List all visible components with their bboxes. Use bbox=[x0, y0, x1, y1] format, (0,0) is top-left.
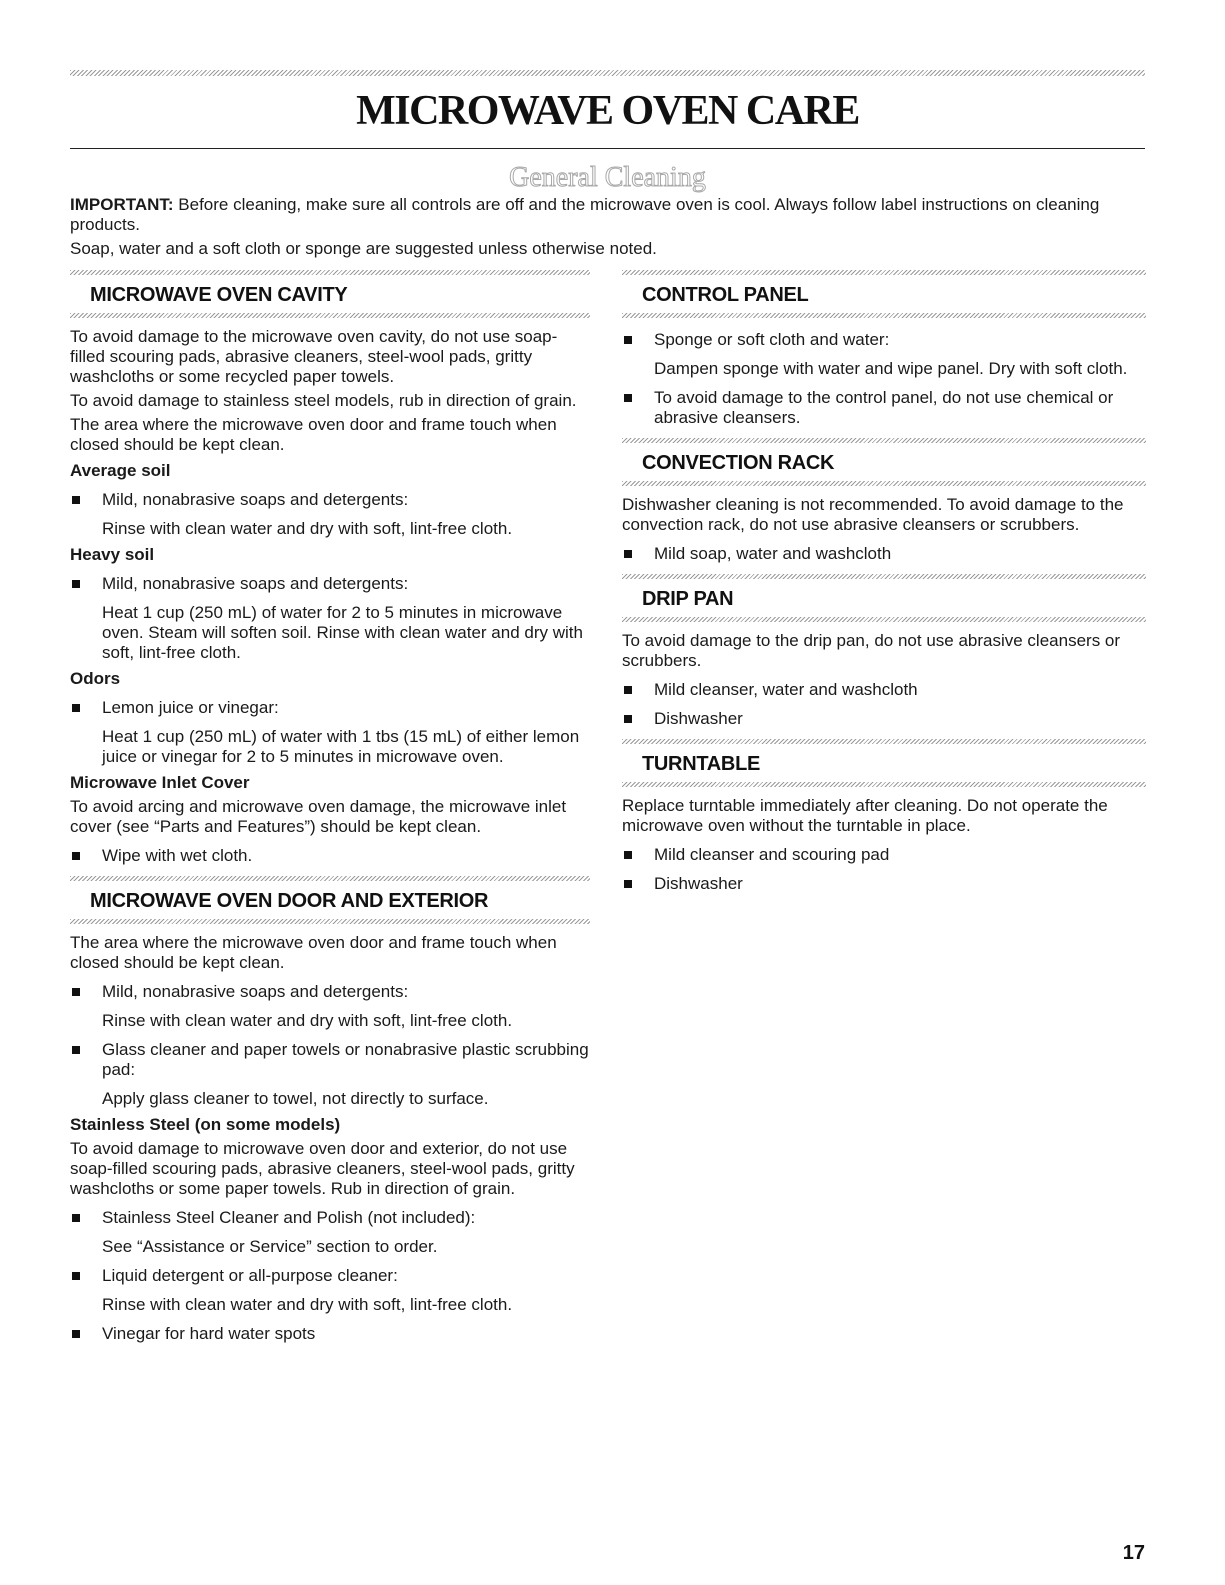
bullet-text: Dishwasher bbox=[654, 874, 743, 893]
bullet-text: Glass cleaner and paper towels or nonabrasive plastic scrubbing pad: bbox=[102, 1040, 589, 1079]
inlet-cover-text: To avoid arcing and microwave oven damage, the microwave inlet cover (see “Parts and Features”) should be kept clean. bbox=[70, 797, 567, 836]
convection-rack-heading: CONVECTION RACK bbox=[642, 452, 835, 474]
bullet-square-icon bbox=[72, 580, 80, 588]
bullet-square-icon bbox=[72, 1214, 80, 1222]
drip-pan-heading: DRIP PAN bbox=[642, 588, 734, 610]
bullet-square-icon bbox=[72, 1272, 80, 1280]
cavity-paragraph-2: To avoid damage to stainless steel models, rub in direction of grain. bbox=[70, 391, 577, 410]
right-column bbox=[622, 270, 1146, 894]
list-item bbox=[622, 680, 1146, 700]
list-item bbox=[622, 330, 1146, 350]
list-item bbox=[70, 1324, 590, 1344]
bullet-text: Vinegar for hard water spots bbox=[102, 1324, 316, 1343]
list-item bbox=[70, 846, 590, 866]
turntable-heading: TURNTABLE bbox=[642, 753, 761, 775]
page-number: 17 bbox=[1122, 1542, 1145, 1564]
control-panel-section-header bbox=[622, 270, 1146, 318]
bullet-detail: See “Assistance or Service” section to order. bbox=[102, 1237, 438, 1256]
stainless-text: To avoid damage to microwave oven door and exterior, do not use soap-filled scouring pads, abrasive cleaners, steel-wool pads, gritty washcloths or some paper towels. Rub in direction of grain. bbox=[70, 1139, 575, 1198]
list-item bbox=[70, 490, 590, 510]
bullet-text: Stainless Steel Cleaner and Polish (not included): bbox=[102, 1208, 476, 1227]
bullet-text: Mild cleanser, water and washcloth bbox=[654, 680, 918, 699]
bullet-text: Dishwasher bbox=[654, 709, 743, 728]
header-band-bottom bbox=[622, 617, 1146, 622]
list-item bbox=[622, 709, 1146, 729]
stainless-heading: Stainless Steel (on some models) bbox=[70, 1115, 341, 1134]
title-rule bbox=[70, 148, 1145, 149]
important-text: Before cleaning, make sure all controls are off and the microwave oven is cool. Always follow label instructions on cleaning products. bbox=[70, 195, 1100, 234]
door-heading: MICROWAVE OVEN DOOR AND EXTERIOR bbox=[90, 890, 489, 912]
list-item bbox=[622, 874, 1146, 894]
door-section-header bbox=[70, 876, 590, 924]
header-band-bottom bbox=[622, 782, 1146, 787]
list-item bbox=[622, 544, 1146, 564]
cavity-section-header bbox=[70, 270, 590, 318]
bullet-square-icon bbox=[624, 851, 632, 859]
section-title: General Cleaning bbox=[509, 162, 706, 193]
cavity-paragraph-3: The area where the microwave oven door and frame touch when closed should be kept clean. bbox=[70, 415, 557, 454]
convection-rack-section-header bbox=[622, 438, 1146, 486]
bullet-square-icon bbox=[72, 988, 80, 996]
important-label: IMPORTANT: bbox=[70, 195, 174, 214]
bullet-detail: Rinse with clean water and dry with soft, lint-free cloth. bbox=[102, 519, 513, 538]
page-title: MICROWAVE OVEN CARE bbox=[356, 88, 859, 134]
average-soil-heading: Average soil bbox=[70, 461, 171, 480]
turntable-section-header bbox=[622, 739, 1146, 787]
bullet-square-icon bbox=[624, 394, 632, 402]
bullet-text: Mild cleanser and scouring pad bbox=[654, 845, 890, 864]
bullet-square-icon bbox=[624, 715, 632, 723]
bullet-text: Mild, nonabrasive soaps and detergents: bbox=[102, 574, 409, 593]
header-band-bottom bbox=[70, 919, 590, 924]
drip-pan-section-header bbox=[622, 574, 1146, 622]
bullet-square-icon bbox=[624, 550, 632, 558]
soap-note: Soap, water and a soft cloth or sponge are suggested unless otherwise noted. bbox=[70, 239, 657, 258]
drip-pan-paragraph: To avoid damage to the drip pan, do not use abrasive cleansers or scrubbers. bbox=[622, 631, 1121, 670]
bullet-square-icon bbox=[72, 704, 80, 712]
bullet-text: To avoid damage to the control panel, do not use chemical or abrasive cleansers. bbox=[654, 388, 1114, 427]
bullet-text: Mild, nonabrasive soaps and detergents: bbox=[102, 982, 409, 1001]
bullet-square-icon bbox=[624, 880, 632, 888]
bullet-detail: Apply glass cleaner to towel, not directly to surface. bbox=[102, 1089, 489, 1108]
section-gap bbox=[622, 729, 1146, 739]
section-gap bbox=[622, 428, 1146, 438]
cavity-paragraph-1: To avoid damage to the microwave oven cavity, do not use soap-filled scouring pads, abrasive cleaners, steel-wool pads, gritty washcloths or some recycled paper towels. bbox=[70, 327, 558, 386]
left-column bbox=[70, 270, 590, 1344]
list-item bbox=[70, 982, 590, 1002]
section-gap bbox=[622, 564, 1146, 574]
odors-heading: Odors bbox=[70, 669, 121, 688]
bullet-text: Mild soap, water and washcloth bbox=[654, 544, 892, 563]
bullet-detail: Rinse with clean water and dry with soft, lint-free cloth. bbox=[102, 1295, 513, 1314]
convection-rack-paragraph: Dishwasher cleaning is not recommended. To avoid damage to the convection rack, do not use abrasive cleansers or scrubbers. bbox=[622, 495, 1124, 534]
heavy-soil-heading: Heavy soil bbox=[70, 545, 155, 564]
control-panel-heading: CONTROL PANEL bbox=[642, 284, 809, 306]
cavity-heading: MICROWAVE OVEN CAVITY bbox=[90, 284, 348, 306]
important-note bbox=[70, 195, 1150, 235]
bullet-text: Lemon juice or vinegar: bbox=[102, 698, 279, 717]
bullet-square-icon bbox=[72, 496, 80, 504]
header-band-bottom bbox=[622, 481, 1146, 486]
bullet-detail: Heat 1 cup (250 mL) of water with 1 tbs (15 mL) of either lemon juice or vinegar for 2 to 5 minutes in microwave oven. bbox=[102, 727, 580, 766]
top-decorative-band bbox=[70, 70, 1145, 76]
list-item bbox=[622, 845, 1146, 865]
list-item bbox=[70, 574, 590, 594]
header-band-bottom bbox=[622, 313, 1146, 318]
inlet-cover-heading: Microwave Inlet Cover bbox=[70, 773, 250, 792]
section-gap bbox=[70, 866, 590, 876]
bullet-detail: Rinse with clean water and dry with soft, lint-free cloth. bbox=[102, 1011, 513, 1030]
bullet-square-icon bbox=[72, 1330, 80, 1338]
bullet-detail: Heat 1 cup (250 mL) of water for 2 to 5 minutes in microwave oven. Steam will soften soil. Rinse with clean water and dry with soft, lint-free cloth. bbox=[102, 603, 583, 662]
list-item bbox=[622, 388, 1146, 428]
turntable-paragraph: Replace turntable immediately after cleaning. Do not operate the microwave oven without the turntable in place. bbox=[622, 796, 1108, 835]
list-item bbox=[70, 698, 590, 718]
bullet-text: Sponge or soft cloth and water: bbox=[654, 330, 890, 349]
bullet-square-icon bbox=[72, 852, 80, 860]
bullet-square-icon bbox=[72, 1046, 80, 1054]
list-item bbox=[70, 1208, 590, 1228]
bullet-detail: Dampen sponge with water and wipe panel. Dry with soft cloth. bbox=[654, 359, 1128, 378]
bullet-square-icon bbox=[624, 686, 632, 694]
bullet-text: Liquid detergent or all-purpose cleaner: bbox=[102, 1266, 398, 1285]
bullet-text: Wipe with wet cloth. bbox=[102, 846, 253, 865]
list-item bbox=[70, 1266, 590, 1286]
list-item bbox=[70, 1040, 590, 1080]
door-paragraph-1: The area where the microwave oven door and frame touch when closed should be kept clean. bbox=[70, 933, 557, 972]
header-band-bottom bbox=[70, 313, 590, 318]
bullet-text: Mild, nonabrasive soaps and detergents: bbox=[102, 490, 409, 509]
bullet-square-icon bbox=[624, 336, 632, 344]
